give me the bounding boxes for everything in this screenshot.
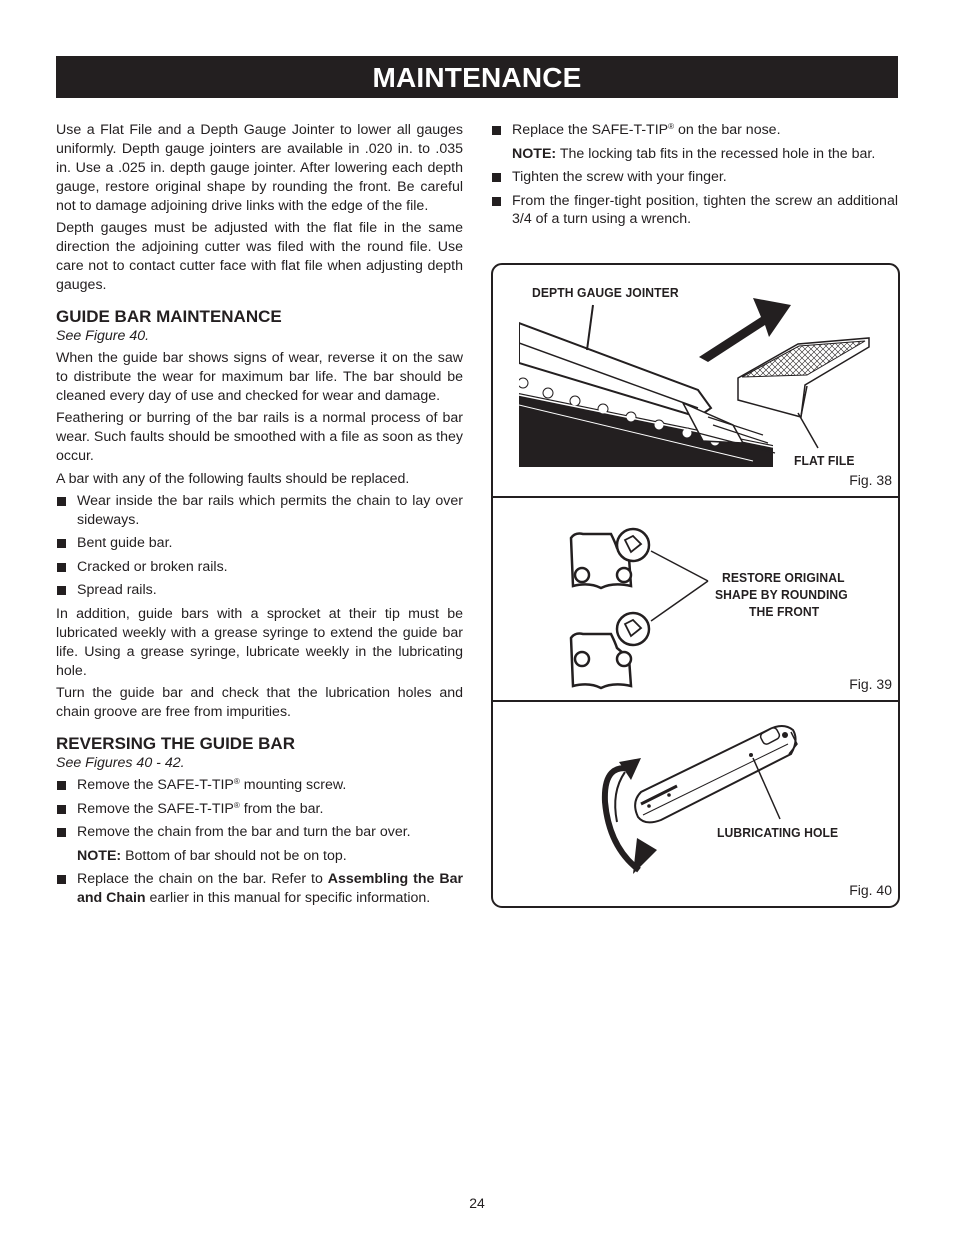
intro-paragraph-2: Depth gauges must be adjusted with the flat file in the same direction the adjoining cutter was filed with the round file. Use care not to contact cutter face with flat file when adjusting depth gauges.: [56, 220, 463, 293]
reverse-steps-list: [56, 776, 463, 842]
left-column: [56, 121, 463, 913]
guide-paragraph-2: Feathering or burring of the bar rails is a normal process of bar wear. Such faults should be smoothed with a file as soon as they occur.: [56, 410, 463, 465]
intro-paragraph-1: Use a Flat File and a Depth Gauge Jointer to lower all gauges uniformly. Depth gauge jointers are available in .020 in. to .035 in. Use a .025 in. depth gauge jointer. After lowering each depth gauge, restore original shape by rounding the front. Be careful not to damage adjoining drive links with the edge of the file.: [56, 122, 463, 214]
figure-38-caption: Fig. 38: [849, 472, 892, 488]
reverse-steps-list-2: [56, 870, 463, 908]
note-bar-bottom: NOTE: Bottom of bar should not be on top.: [77, 847, 347, 864]
figure-panel: [491, 263, 900, 908]
guide-paragraph-3: A bar with any of the following faults should be replaced.: [56, 470, 410, 487]
guide-bar-illustration: [493, 702, 898, 902]
reversing-guide-bar-heading: REVERSING THE GUIDE BAR: [56, 733, 295, 753]
guide-bar-maintenance-heading: GUIDE BAR MAINTENANCE: [56, 306, 282, 326]
guide-see-figure: See Figure 40.: [56, 327, 150, 344]
guide-paragraph-4: In addition, guide bars with a sprocket at their tip must be lubricated weekly with a grease syringe to extend the guide bar life. Using a grease syringe, lubricate weekly in the lubricating hole.: [56, 605, 463, 679]
note-locking-tab: NOTE: The locking tab fits in the recessed hole in the bar.: [512, 145, 876, 162]
label-depth-gauge-jointer: DEPTH GAUGE JOINTER: [532, 285, 679, 300]
label-lubricating-hole: LUBRICATING HOLE: [717, 825, 839, 840]
guide-paragraph-5: Turn the guide bar and check that the lubrication holes and chain groove are free from impurities.: [56, 684, 463, 720]
guide-paragraph-1: When the guide bar shows signs of wear, reverse it on the saw to distribute the wear for maximum bar life. The bar should be cleaned every day of use and checked for wear and damage.: [56, 350, 463, 404]
list-item: Cracked or broken rails.: [56, 558, 463, 577]
list-item: Wear inside the bar rails which permits the chain to lay over sideways.: [56, 492, 463, 530]
figure-40-caption: Fig. 40: [849, 882, 892, 898]
label-restore-line-1: RESTORE ORIGINAL: [722, 570, 845, 585]
list-item: Spread rails.: [56, 581, 463, 600]
list-item: Remove the chain from the bar and turn the bar over.: [56, 823, 463, 842]
figure-39-caption: Fig. 39: [849, 676, 892, 692]
list-item: Remove the SAFE-T-TIP® mounting screw.: [56, 776, 463, 795]
reverse-see-figures: See Figures 40 - 42.: [56, 754, 185, 771]
list-item: From the finger-tight position, tighten the screw an additional 3/4 of a turn using a wrench.: [491, 192, 898, 230]
list-item: Remove the SAFE-T-TIP® from the bar.: [56, 800, 463, 819]
fault-list: [56, 492, 463, 600]
list-item: Bent guide bar.: [56, 534, 463, 553]
right-column: [491, 121, 898, 234]
list-item: Tighten the screw with your finger.: [491, 168, 898, 187]
reverse-steps-list-4: [491, 168, 898, 229]
label-restore-line-2: SHAPE BY ROUNDING: [715, 587, 848, 602]
label-restore-line-3: THE FRONT: [749, 604, 820, 619]
label-flat-file: FLAT FILE: [794, 453, 855, 468]
list-item: Replace the chain on the bar. Refer to Assembling the Bar and Chain earlier in this manual for specific information.: [56, 870, 463, 908]
list-item: Replace the SAFE-T-TIP® on the bar nose.: [491, 121, 898, 140]
reverse-steps-list-3: [491, 121, 898, 140]
page-title: MAINTENANCE: [56, 56, 898, 98]
page-number: 24: [469, 1195, 485, 1211]
